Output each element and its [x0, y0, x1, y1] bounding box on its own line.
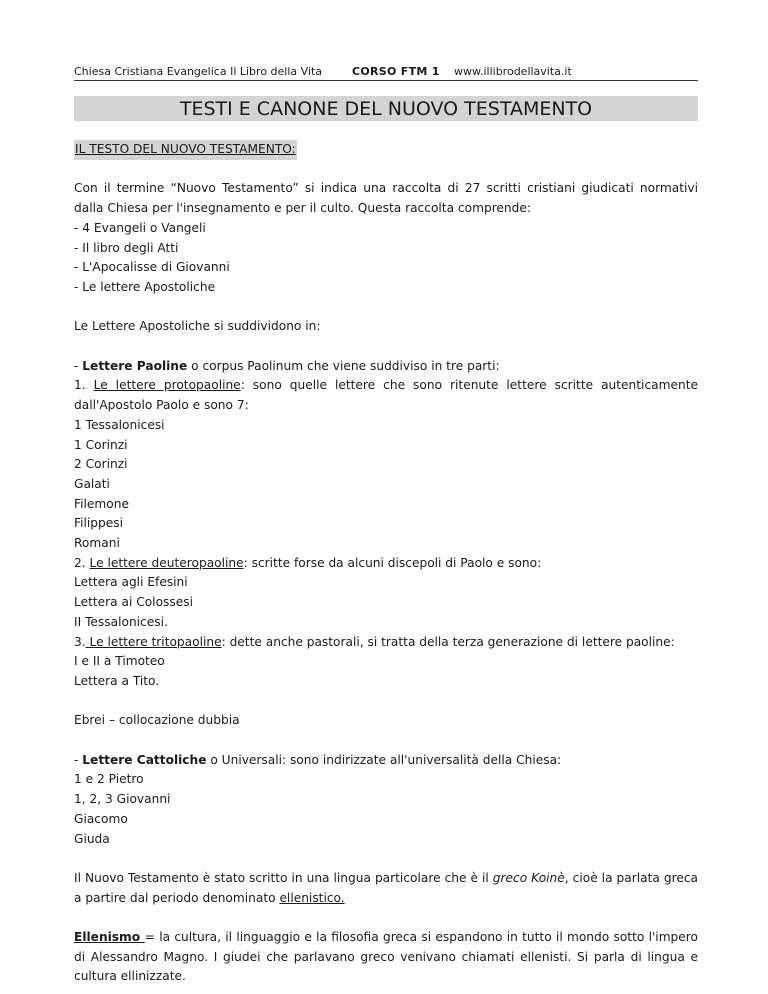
subdivide-paragraph: Le Lettere Apostoliche si suddividono in: [74, 319, 321, 334]
list-item: Giuda [74, 831, 110, 846]
tritopaoline-paragraph: 3. Le lettere tritopaoline: dette anche pastorali, si tratta della terza generazione di lettere paoline: [74, 634, 675, 649]
list-item: Filemone [74, 496, 129, 511]
list-item: - Le lettere Apostoliche [74, 279, 216, 294]
cattoliche-label: Lettere Cattoliche [82, 752, 207, 767]
list-item: Filippesi [74, 516, 123, 531]
protopaoline-paragraph: 1. Le lettere protopaoline: sono quelle lettere che sono ritenute lettere scritte autenticamente dall'Apostolo Paolo e sono 7: [74, 378, 698, 413]
header-website: www.illibrodellavita.it [454, 65, 572, 78]
header-church-name: Chiesa Cristiana Evangelica Il Libro della Vita [74, 65, 323, 78]
tritopaoline-label: Le lettere tritopaoline [85, 634, 222, 649]
intro-paragraph: Con il termine “Nuovo Testamento” si indica una raccolta di 27 scritti cristiani giudicati normativi dalla Chiesa per l'insegnamento e per il culto. Questa raccolta comprende: [74, 181, 698, 216]
list-item: Lettera ai Colossesi [74, 595, 193, 610]
list-item: 2 Corinzi [74, 457, 128, 472]
list-item: I e II a Timoteo [74, 654, 165, 669]
document-body [74, 140, 698, 987]
list-item: - Il libro degli Atti [74, 240, 179, 255]
list-item: 1, 2, 3 Giovanni [74, 792, 171, 807]
list-item: II Tessalonicesi. [74, 614, 168, 629]
paoline-label: Lettere Paoline [82, 358, 188, 373]
list-item: - 4 Evangeli o Vangeli [74, 220, 206, 235]
header-course: CORSO FTM 1 [352, 65, 440, 78]
ellenismo-label: Ellenismo [74, 930, 145, 945]
paoline-paragraph: - Lettere Paoline o corpus Paolinum che viene suddiviso in tre parti: [74, 358, 500, 373]
page-title: TESTI E CANONE DEL NUOVO TESTAMENTO [74, 96, 698, 121]
deuteropaoline-paragraph: 2. Le lettere deuteropaoline: scritte forse da alcuni discepoli di Paolo e sono: [74, 555, 542, 570]
list-item: Galati [74, 476, 110, 491]
protopaoline-label: Le lettere protopaoline [93, 378, 241, 393]
list-item: 1 e 2 Pietro [74, 772, 144, 787]
list-item: 1 Tessalonicesi [74, 417, 165, 432]
list-item: Lettera agli Efesini [74, 575, 188, 590]
page-header [74, 64, 698, 81]
list-item: 1 Corinzi [74, 437, 128, 452]
koine-term: greco Koinè [492, 870, 565, 885]
list-item: - L'Apocalisse di Giovanni [74, 260, 230, 275]
ellenistico-term: ellenistico. [279, 890, 345, 905]
ellenismo-paragraph: Ellenismo = la cultura, il linguaggio e la filosofia greca si espandono in tutto il mondo sotto l'impero di Alessandro Magno. I giudei che parlavano greco venivano chiamati ellenisti. Si parla di lingua e cultura ellinizzate. [74, 930, 698, 984]
list-item: Giacomo [74, 811, 128, 826]
ebrei-paragraph: Ebrei – collocazione dubbia [74, 713, 240, 728]
list-item: Lettera a Tito. [74, 673, 160, 688]
section-title: IL TESTO DEL NUOVO TESTAMENTO: [74, 140, 297, 160]
deuteropaoline-label: Le lettere deuteropaoline [89, 555, 244, 570]
lingua-paragraph: Il Nuovo Testamento è stato scritto in una lingua particolare che è il greco Koinè, cioè la parlata greca a partire dal periodo denominato ellenistico. [74, 870, 698, 905]
list-item: Romani [74, 536, 120, 551]
cattoliche-paragraph: - Lettere Cattoliche o Universali: sono indirizzate all'universalità della Chiesa: [74, 752, 562, 767]
